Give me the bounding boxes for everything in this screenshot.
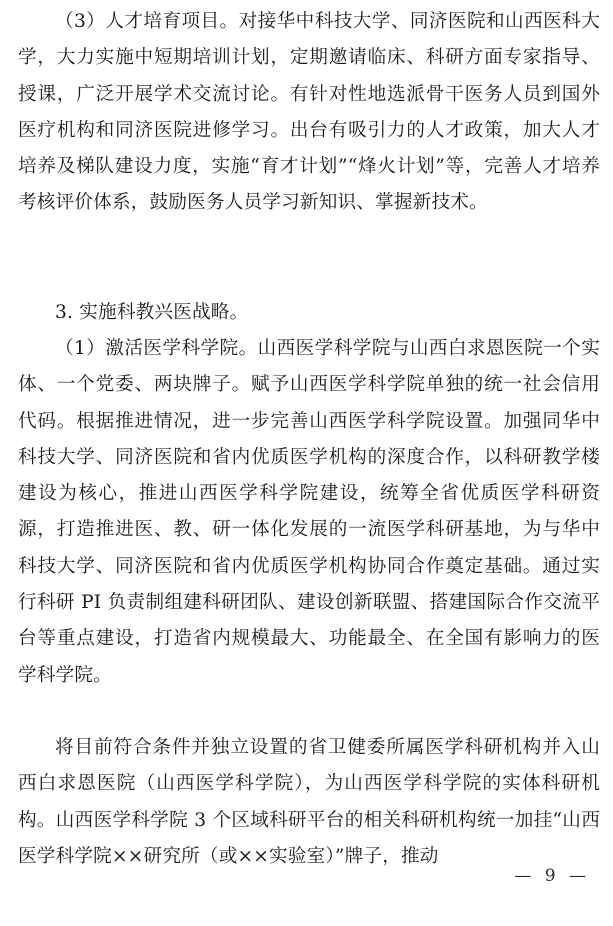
- paragraph-talent-cultivation: （3）人才培育项目。对接华中科技大学、同济医院和山西医科大学，大力实施中短期培训计划，定期邀请临床、科研方面专家指导、授课，广泛开展学术交流讨论。有针对性地选派骨干医务人员到国外医疗机构和同济医院进修学习。出台有吸引力的人才政策，加大人才培养及梯队建设力度，实施“育才计划”“烽火计划”等，完善人才培养考核评价体系，鼓励医务人员学习新知识、掌握新技术。: [18, 11, 600, 214]
- paragraph-medical-academy: （1）激活医学科学院。山西医学科学院与山西白求恩医院一个实体、一个党委、两块牌子。赋予山西医学科学院单独的统一社会信用代码。根据推进情况，进一步完善山西医学科学院设置。加强同华中科技大学、同济医院和省内优质医学机构的深度合作，以科研教学楼建设为核心，推进山西医学科学院建设，统筹全省优质医学科研资源，打造推进医、教、研一体化发展的一流医学科研基地，为与华中科技大学、同济医院和省内优质医学机构协同合作奠定基础。通过实行科研 PI 负责制组建科研团队、建设创新联盟、搭建国际合作交流平台等重点建设，打造省内规模最大、功能最全、在全国有影响力的医学科学院。: [18, 338, 600, 686]
- document-page: [18, 0, 600, 926]
- page-number: — 9 —: [514, 866, 590, 886]
- section-heading-science-education: 3. 实施科教兴医战略。: [55, 302, 249, 323]
- paragraph-research-institutions: 将目前符合条件并独立设置的省卫健委所属医学科研机构并入山西白求恩医院（山西医学科学院），为山西医学科学院的实体科研机构。山西医学科学院 3 个区域科研平台的相关科研机构统一加挂“山西医学科学院××研究所（或××实验室）”牌子，推动: [18, 737, 600, 867]
